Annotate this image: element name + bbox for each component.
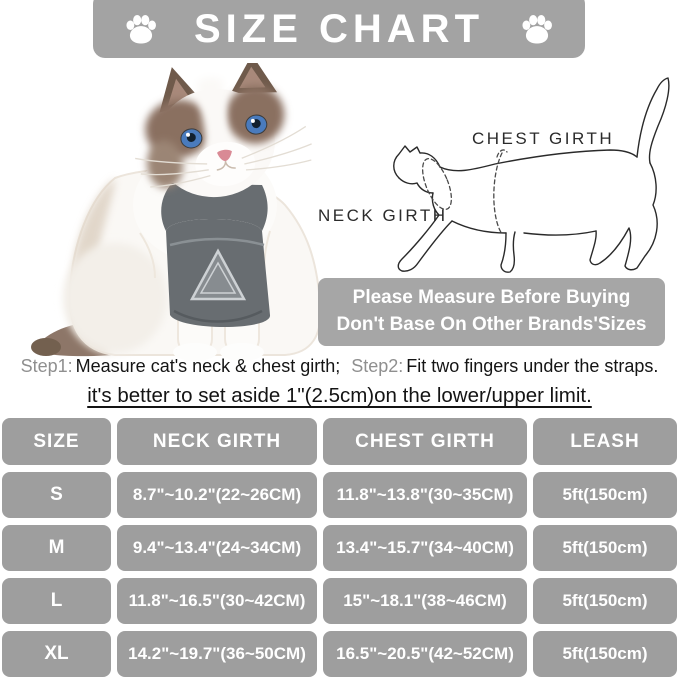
cat-photo-illustration bbox=[20, 63, 335, 361]
step1-text: Measure cat's neck & chest girth; bbox=[75, 356, 341, 376]
step2-text: Fit two fingers under the straps. bbox=[406, 356, 659, 376]
measuring-steps bbox=[0, 356, 679, 377]
table-cell-neck-m: 9.4"~13.4"(24~34CM) bbox=[117, 525, 317, 571]
sizing-note: it's better to set aside 1"(2.5cm)on the lower/upper limit. bbox=[87, 384, 592, 407]
table-cell-chest-s: 11.8"~13.8"(30~35CM) bbox=[323, 472, 527, 518]
column-header-neck: NECK GIRTH bbox=[117, 418, 317, 465]
neck-girth-label: NECK GIRTH bbox=[318, 206, 448, 225]
column-header-chest: CHEST GIRTH bbox=[323, 418, 527, 465]
table-cell-chest-l: 15"~18.1"(38~46CM) bbox=[323, 578, 527, 624]
column-header-leash: LEASH bbox=[533, 418, 677, 465]
size-table bbox=[2, 418, 677, 677]
cat-measure-diagram bbox=[385, 70, 679, 285]
table-cell-neck-s: 8.7"~10.2"(22~26CM) bbox=[117, 472, 317, 518]
table-cell-size-s: S bbox=[2, 472, 111, 518]
step2-label: Step2: bbox=[351, 356, 404, 376]
table-cell-neck-xl: 14.2"~19.7"(36~50CM) bbox=[117, 631, 317, 677]
table-cell-size-l: L bbox=[2, 578, 111, 624]
column-header-size: SIZE bbox=[2, 418, 111, 465]
table-cell-neck-l: 11.8"~16.5"(30~42CM) bbox=[117, 578, 317, 624]
page-title: SIZE CHART bbox=[194, 6, 484, 51]
chest-girth-label: CHEST GIRTH bbox=[472, 129, 615, 148]
paw-icon bbox=[124, 14, 158, 45]
table-cell-size-xl: XL bbox=[2, 631, 111, 677]
table-cell-chest-xl: 16.5"~20.5"(42~52CM) bbox=[323, 631, 527, 677]
notice-line-2: Don't Base On Other Brands'Sizes bbox=[336, 314, 647, 335]
title-bar bbox=[93, 0, 585, 58]
table-cell-leash-s: 5ft(150cm) bbox=[533, 472, 677, 518]
table-cell-leash-xl: 5ft(150cm) bbox=[533, 631, 677, 677]
table-cell-size-m: M bbox=[2, 525, 111, 571]
table-cell-chest-m: 13.4"~15.7"(34~40CM) bbox=[323, 525, 527, 571]
table-cell-leash-l: 5ft(150cm) bbox=[533, 578, 677, 624]
measure-notice-box bbox=[318, 278, 665, 346]
table-cell-leash-m: 5ft(150cm) bbox=[533, 525, 677, 571]
paw-icon bbox=[520, 14, 554, 45]
step1-label: Step1: bbox=[20, 356, 73, 376]
notice-line-1: Please Measure Before Buying bbox=[352, 287, 631, 309]
